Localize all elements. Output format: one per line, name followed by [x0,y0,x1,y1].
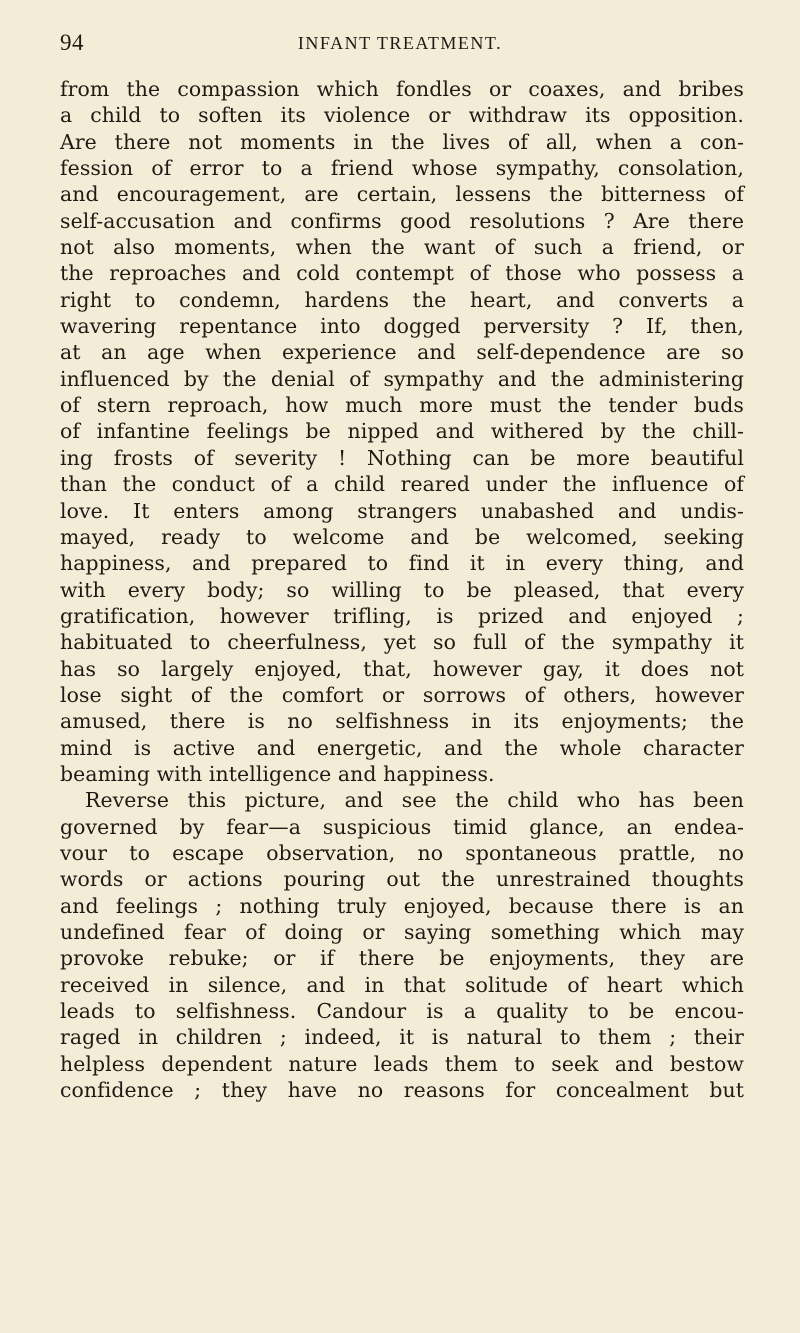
text-line: from the compassion which fondles or coaxes, and bribes [60,77,744,101]
text-line: a child to soften its violence or withdraw its opposition. [60,103,744,128]
paragraph-start-line: Reverse this picture, and see the child who has been [85,788,744,813]
text-line: raged in children ; indeed, it is natural to them ; their [60,1025,744,1050]
text-line: of stern reproach, how much more must the tender buds [60,393,744,418]
text-line: self-accusation and confirms good resolutions ? Are there [60,208,744,233]
text-line: provoke rebuke; or if there be enjoyments, they are [60,946,744,971]
text-line: wavering repentance into dogged perversity ? If, then, [60,314,744,339]
text-line: beaming with intelligence and happiness. [60,761,495,786]
page-header [60,28,740,58]
text-line: and feelings ; nothing truly enjoyed, because there is an [60,893,744,918]
text-line: lose sight of the comfort or sorrows of others, however [60,682,744,707]
text-line: and encouragement, are certain, lessens the bitterness of [60,182,744,207]
text-line: leads to selfishness. Candour is a quality to be encou- [60,999,744,1024]
text-line: Are there not moments in the lives of all, when a con- [60,129,744,154]
text-line: has so largely enjoyed, that, however gay, it does not [60,656,744,681]
text-line: words or actions pouring out the unrestrained thoughts [60,867,744,892]
text-line: the reproaches and cold contempt of those who possess a [60,261,744,286]
running-title: INFANT TREATMENT. [297,33,503,53]
text-line: habituated to cheerfulness, yet so full of the sympathy it [60,630,744,655]
page-number: 94 [60,30,84,55]
text-line: ing frosts of severity ! Nothing can be more beautiful [60,445,744,470]
text-line: love. It enters among strangers unabashed and undis- [60,498,744,523]
text-line: of infantine feelings be nipped and withered by the chill- [60,419,744,444]
text-line: right to condemn, hardens the heart, and converts a [60,287,744,312]
text-line: helpless dependent nature leads them to seek and bestow [60,1051,744,1076]
text-line: mind is active and energetic, and the whole character [60,735,744,760]
text-line: gratification, however trifling, is prized and enjoyed ; [60,603,744,628]
text-line: confidence ; they have no reasons for concealment but [60,1078,744,1103]
text-line: received in silence, and in that solitude of heart which [60,972,744,997]
text-line: fession of error to a friend whose sympathy, consolation, [60,156,744,181]
text-line: influenced by the denial of sympathy and the administering [60,366,744,391]
text-line: vour to escape observation, no spontaneous prattle, no [60,840,744,865]
body-text [60,76,744,1103]
text-line: than the conduct of a child reared under the influence of [60,472,744,497]
text-line: happiness, and prepared to find it in every thing, and [60,551,744,576]
text-line: mayed, ready to welcome and be welcomed, seeking [60,524,744,549]
text-line: governed by fear—a suspicious timid glance, an endea- [60,814,744,839]
text-line: with every body; so willing to be pleased, that every [60,577,744,602]
text-line: amused, there is no selfishness in its enjoyments; the [60,709,744,734]
text-line: at an age when experience and self-dependence are so [60,340,744,365]
text-line: undefined fear of doing or saying something which may [60,920,744,944]
text-line: not also moments, when the want of such a friend, or [60,235,744,260]
